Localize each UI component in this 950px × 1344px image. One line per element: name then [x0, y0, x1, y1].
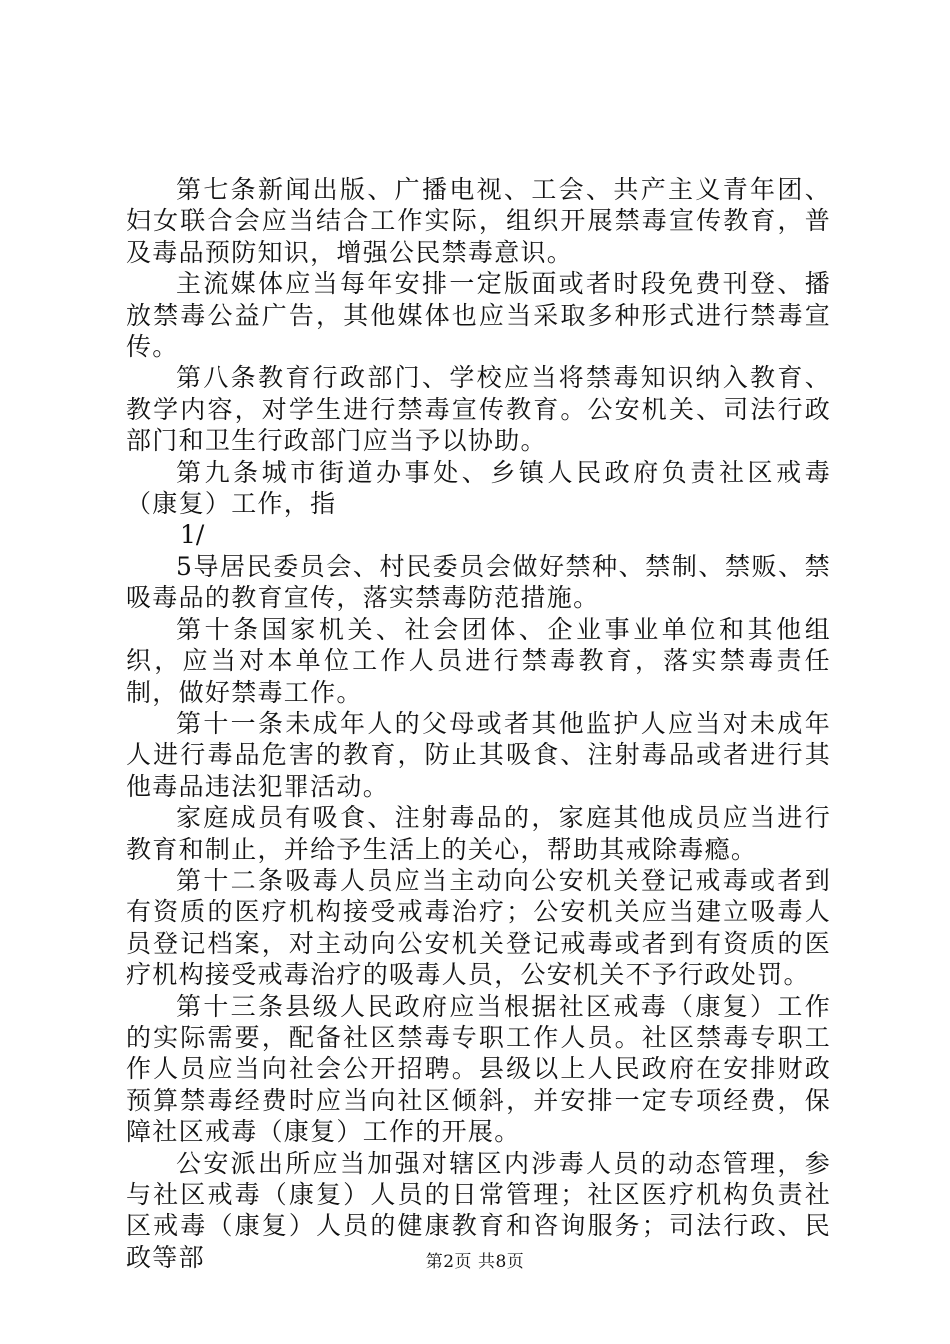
paragraph-article-12: 第十二条吸毒人员应当主动向公安机关登记戒毒或者到有资质的医疗机构接受戒毒治疗；公安机关应当建立吸毒人员登记档案，对主动向公安机关登记戒毒或者到有资质的医疗机构接受戒毒治疗的吸毒人员，公安机关不予行政处罚。	[126, 865, 831, 990]
document-body	[126, 174, 831, 1273]
paragraph-article-10: 第十条国家机关、社会团体、企业事业单位和其他组织，应当对本单位工作人员进行禁毒教育，落实禁毒责任制，做好禁毒工作。	[126, 614, 831, 707]
paragraph-article-9-continued: 5导居民委员会、村民委员会做好禁种、禁制、禁贩、禁吸毒品的教育宣传，落实禁毒防范措施。	[126, 551, 831, 613]
paragraph-mainstream-media: 主流媒体应当每年安排一定版面或者时段免费刊登、播放禁毒公益广告，其他媒体也应当采取多种形式进行禁毒宣传。	[126, 269, 831, 362]
page-marker: 1/	[180, 520, 205, 550]
paragraph-article-7: 第七条新闻出版、广播电视、工会、共产主义青年团、妇女联合会应当结合工作实际，组织开展禁毒宣传教育，普及毒品预防知识，增强公民禁毒意识。	[126, 175, 831, 267]
paragraph-police-station: 公安派出所应当加强对辖区内涉毒人员的动态管理，参与社区戒毒（康复）人员的日常管理；社区医疗机构负责社区戒毒（康复）人员的健康教育和咨询服务；司法行政、民政等部	[126, 1148, 831, 1272]
page-footer: 第2页 共8页	[425, 1252, 525, 1272]
paragraph-article-11: 第十一条未成年人的父母或者其他监护人应当对未成年人进行毒品危害的教育，防止其吸食、注射毒品或者进行其他毒品违法犯罪活动。	[126, 708, 831, 801]
paragraph-article-13: 第十三条县级人民政府应当根据社区戒毒（康复）工作的实际需要，配备社区禁毒专职工作人员。社区禁毒专职工作人员应当向社会公开招聘。县级以上人民政府在安排财政预算禁毒经费时应当向社区倾斜，并安排一定专项经费，保障社区戒毒（康复）工作的开展。	[126, 991, 831, 1147]
paragraph-article-9: 第九条城市街道办事处、乡镇人民政府负责社区戒毒（康复）工作，指	[126, 457, 831, 519]
paragraph-family-members: 家庭成员有吸食、注射毒品的，家庭其他成员应当进行教育和制止，并给予生活上的关心，帮助其戒除毒瘾。	[126, 803, 831, 864]
paragraph-article-8: 第八条教育行政部门、学校应当将禁毒知识纳入教育、教学内容，对学生进行禁毒宣传教育。公安机关、司法行政部门和卫生行政部门应当予以协助。	[126, 363, 831, 456]
